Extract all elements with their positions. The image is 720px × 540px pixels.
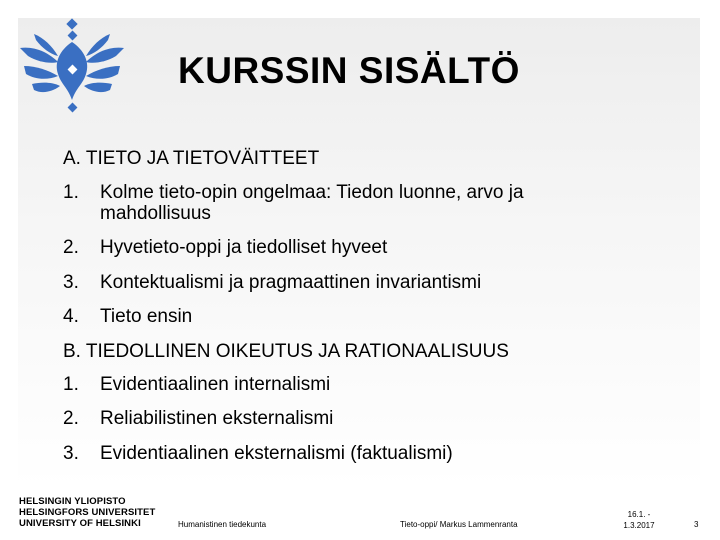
list-item-text: mahdollisuus	[100, 203, 211, 224]
list-item-number: 4.	[63, 306, 79, 327]
footer-faculty: Humanistinen tiedekunta	[178, 520, 267, 529]
list-item-text: Kolme tieto-opin ongelmaa: Tiedon luonne, arvo ja	[100, 182, 524, 203]
list-item-number: 3.	[63, 272, 79, 293]
list-item-number: 3.	[63, 443, 79, 464]
list-item-number: 1.	[63, 182, 79, 203]
list-item-number: 1.	[63, 374, 79, 395]
list-item-number: 2.	[63, 237, 79, 258]
university-name-swedish: HELSINGFORS UNIVERSITET	[19, 507, 156, 518]
page-number: 3	[694, 520, 699, 529]
university-name-english: UNIVERSITY OF HELSINKI	[19, 518, 141, 529]
university-name-block	[19, 496, 155, 529]
section-b-heading: B. TIEDOLLINEN OIKEUTUS JA RATIONAALISUUS	[63, 341, 509, 362]
list-item-text: Evidentiaalinen eksternalismi (faktualismi)	[100, 443, 453, 464]
university-logo-icon	[14, 14, 130, 120]
list-item-number: 2.	[63, 408, 79, 429]
footer-course: Tieto-oppi/ Markus Lammenranta	[400, 520, 518, 529]
list-item-text: Tieto ensin	[100, 306, 193, 327]
footer-date-line: 1.3.2017	[623, 521, 655, 530]
footer-date-line: 16.1. -	[627, 510, 651, 519]
list-item-text: Kontektualismi ja pragmaattinen invariantismi	[100, 272, 482, 293]
section-a-heading: A. TIETO JA TIETOVÄITTEET	[63, 148, 320, 169]
list-item-text: Evidentiaalinen internalismi	[100, 374, 331, 395]
footer-date	[616, 509, 662, 531]
university-name-finnish: HELSINGIN YLIOPISTO	[19, 496, 126, 507]
slide-title: KURSSIN SISÄLTÖ	[178, 50, 520, 91]
list-item-text: Reliabilistinen eksternalismi	[100, 408, 334, 429]
list-item-text: Hyvetieto-oppi ja tiedolliset hyveet	[100, 237, 388, 258]
